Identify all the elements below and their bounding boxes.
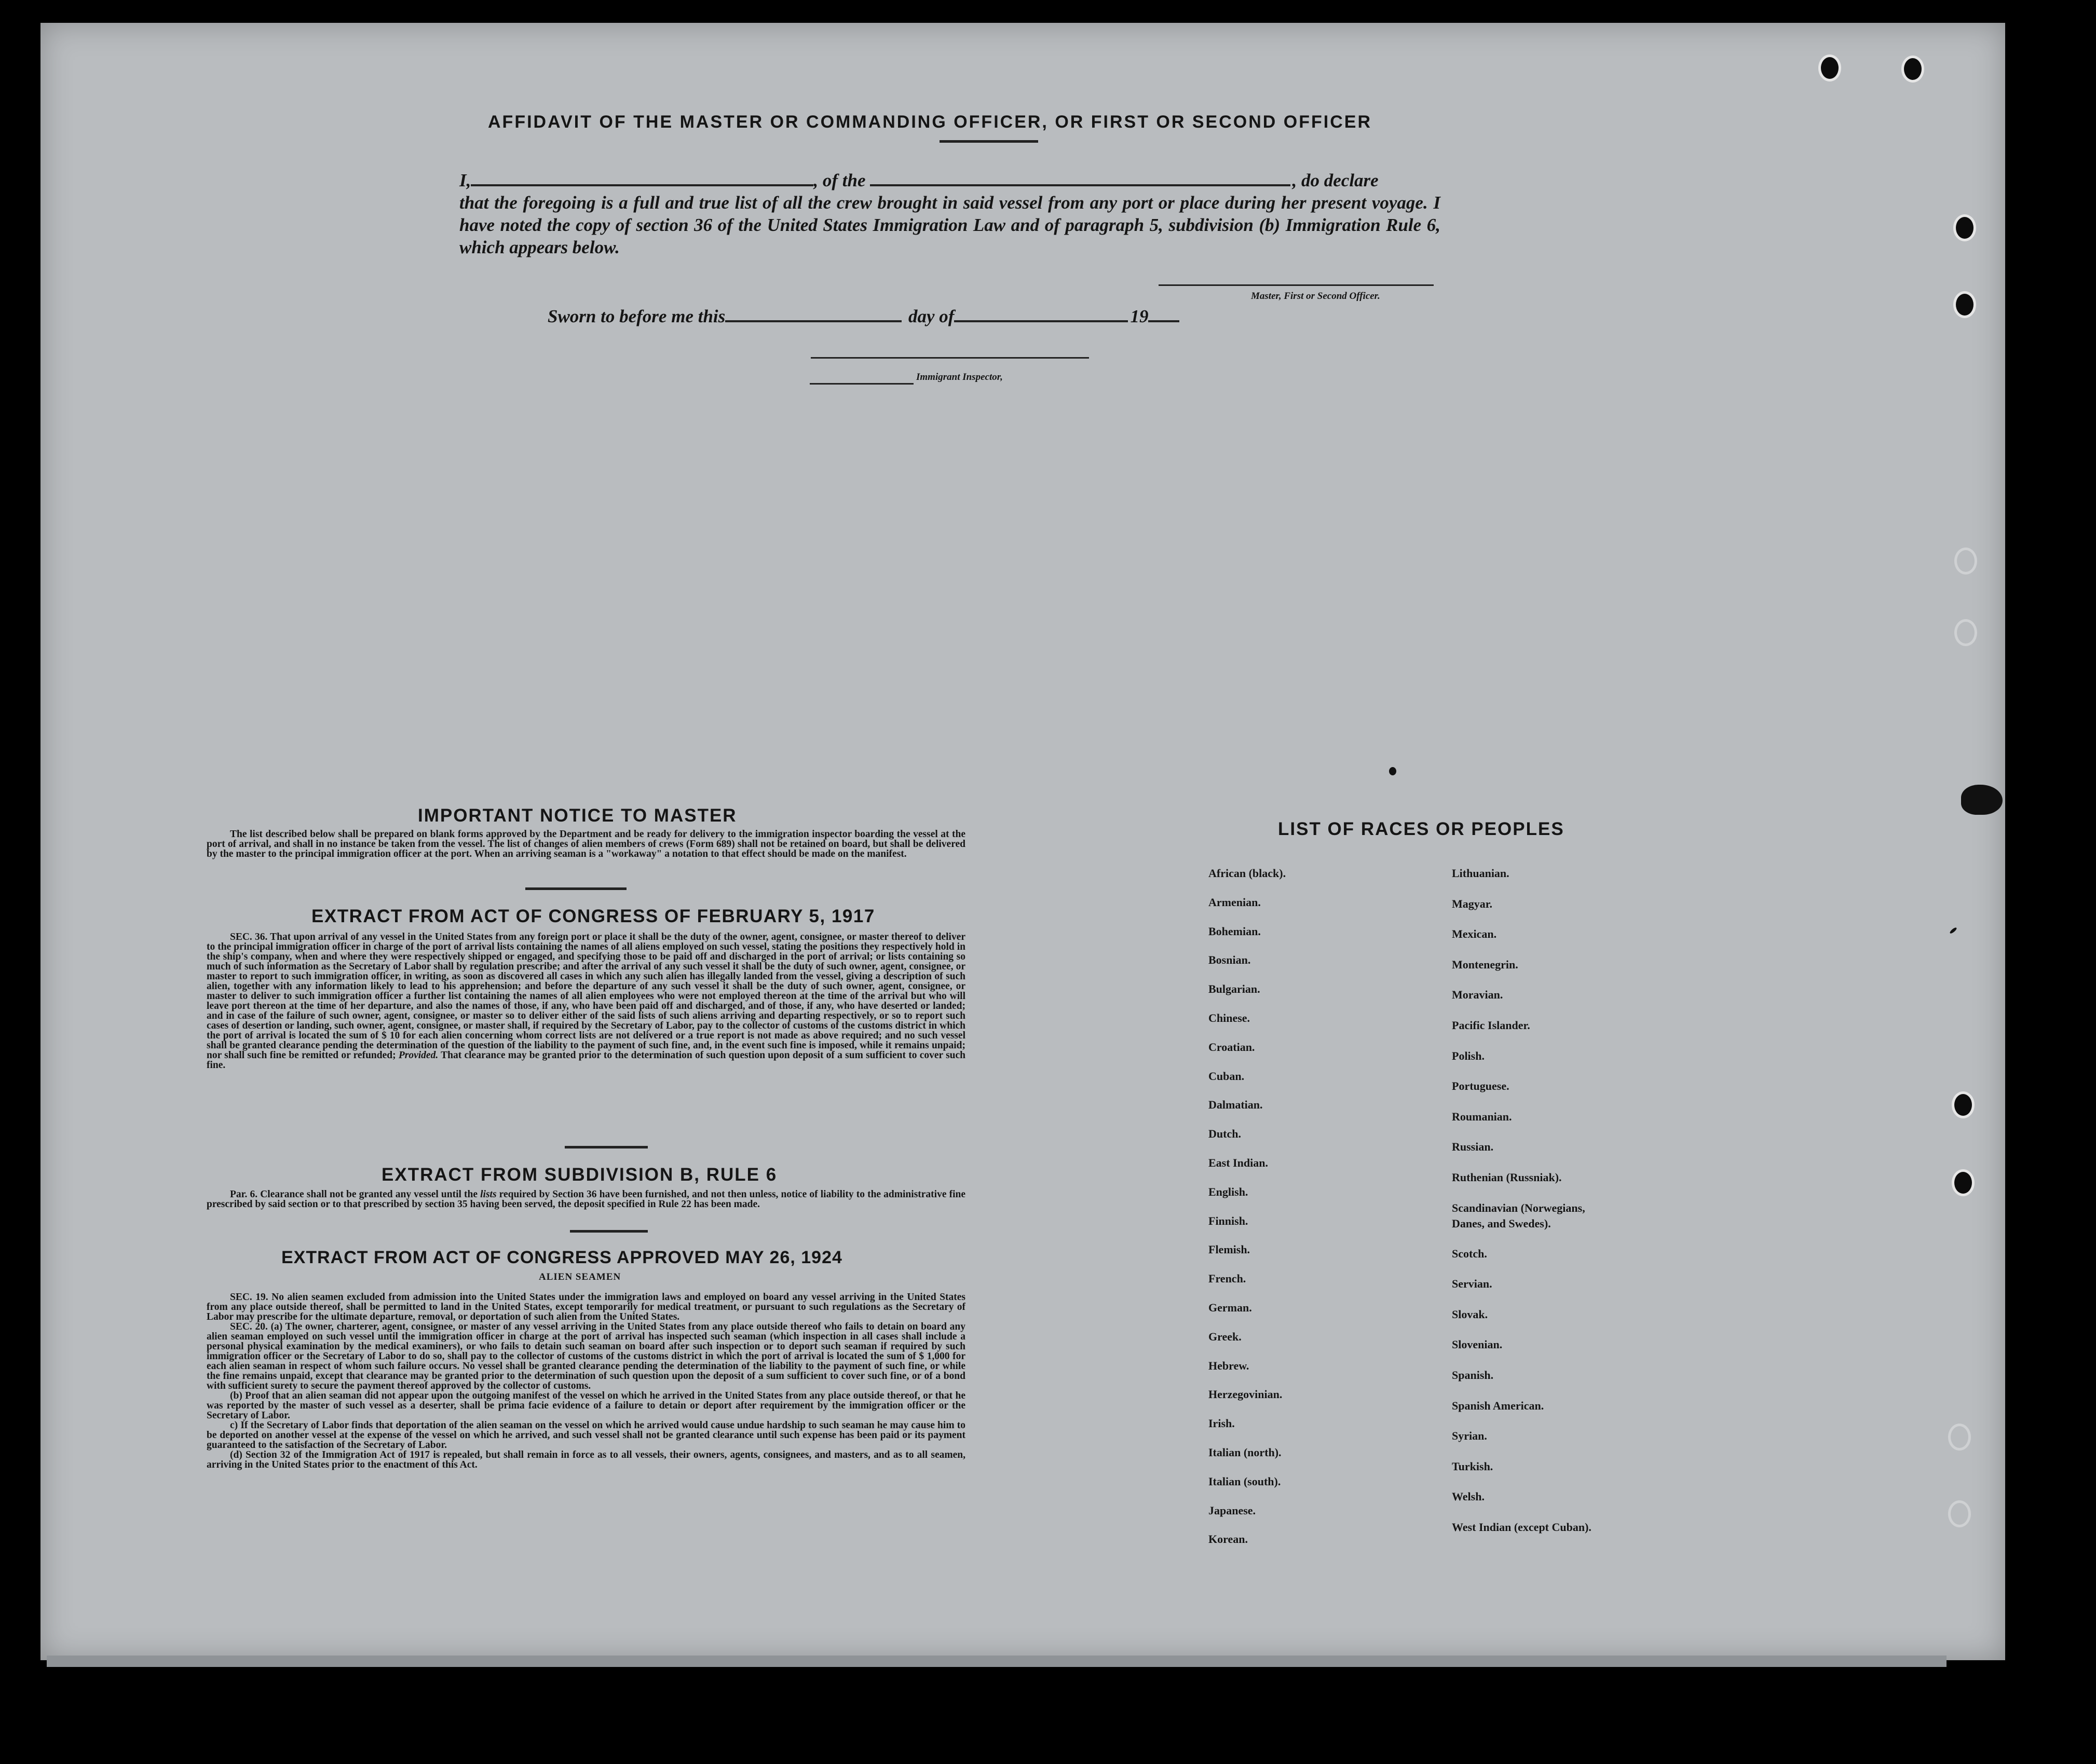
race-item: German. bbox=[1208, 1301, 1252, 1314]
race-item: Danes, and Swedes). bbox=[1452, 1216, 1551, 1230]
sworn-year-field[interactable] bbox=[1148, 320, 1179, 322]
race-item: Chinese. bbox=[1208, 1011, 1250, 1024]
binder-hole bbox=[1951, 1503, 1968, 1525]
race-item: Moravian. bbox=[1452, 988, 1503, 1002]
race-item: Greek. bbox=[1208, 1330, 1242, 1343]
race-item: Ruthenian (Russniak). bbox=[1452, 1171, 1562, 1184]
vessel-name-field[interactable] bbox=[870, 184, 1290, 186]
section-36-text: SEC. 36. That upon arrival of any vessel in the United States from any foreign port or place it shall be the duty of the owner, agent, consignee, or master thereof to deliver to the principal immigration officer in charge of the port of arrival lists containing the names of all aliens employed on such vessel, stating the positions they respectively hold in the ship's company, when and where they were respectively shipped or engaged, and specifying those to be paid off and discharged in the port of arrival; or lists containing so much of such information as the Secretary of Labor shall by regulation prescribe; and after the arrival of any such vessel it shall be the duty of such owner, agent, consignee, or master to report to such immigration officer, in writing, as soon as discovered all cases in which any such alien has illegally landed from the vessel, giving a description of such alien, together with any information likely to lead to his apprehension; and before the departure of any such vessel it shall be the duty of such owner, agent, consignee, or master to deliver to such immigration officer a further list containing the names of all alien employees who were not employed thereon at the time of the arrival but who will leave port thereon at the time of her departure, and also the names of those, if any, who have been paid off and discharged, and of those, if any, who have deserted or landed; and in case of the failure of such owner, agent, consignee, or master so to deliver either of the said lists of such aliens arriving and departing respectively, or so to report such cases of desertion or landing, such owner, agent, consignee, or master shall, if required by the Secretary of Labor, pay to the collector of customs of the customs district in which the port of arrival is located the sum of $ 10 for each alien concerning whom correct lists are not delivered or a true report is not made as above required; and no such vessel shall be granted clearance pending the determination of the question of the liability to the payment of such fine, and, in the event such fine is imposed, while it remains unpaid; nor shall such fine be remitted or refunded; bbox=[207, 932, 965, 1061]
affidavit-body: that the foregoing is a full and true list of all the crew brought in said vessel from any port or place during her present voyage. I have noted the copy of section 36 of the United States Immigration Law and of paragraph 5, subdivision (b) Immigration Rule 6, which appears below. bbox=[459, 193, 1440, 257]
race-item: West Indian (except Cuban). bbox=[1452, 1521, 1591, 1534]
sec-20a-paragraph: SEC. 20. (a) The owner, charterer, agent, consignee, or master of any vessel arriving in the United States from any place outside thereof who fails to detain on board any alien seaman employed on such vessel until the immigration officer in charge at the port of arrival has inspected such seaman (which inspection in all cases shall include a personal physical examination by the medical examiners), or who fails to detain such seaman on board after such inspection or to deport such seaman if required by such immigration officer or the Secretary of Labor to do so, shall pay to the collector of customs of the customs district in which the port of arrival is located the sum of $ 1,000 for each alien seaman in respect of whom such failure occurs. No vessel shall be granted clearance pending the determination of the liability to the payment of such fine, or while the fine remains unpaid, except that clearance may be granted prior to the determination of such question upon the deposit of a sum sufficient to cover such fine, or of a bond with sufficient surety to secure the payment thereof approved by the collector of customs. bbox=[207, 1321, 965, 1391]
race-item: Mexican. bbox=[1452, 927, 1497, 941]
affidavit-pronoun: I, bbox=[459, 170, 471, 190]
divider bbox=[565, 1146, 648, 1148]
binder-hole bbox=[1956, 294, 1973, 316]
race-item: Irish. bbox=[1208, 1417, 1235, 1430]
race-item: Scandinavian (Norwegians, bbox=[1452, 1201, 1585, 1214]
race-item: Croatian. bbox=[1208, 1040, 1255, 1054]
binder-hole bbox=[1954, 1172, 1972, 1194]
extract-1917-title: EXTRACT FROM ACT OF CONGRESS OF FEBRUARY 5, 1917 bbox=[311, 906, 875, 926]
sec-20d-paragraph: (d) Section 32 of the Immigration Act of 1917 is repealed, but shall remain in force as to all vessels, their owners, agents, consignees, and masters, and as to all seamen, arriving in the United States prior to the enactment of this Act. bbox=[207, 1450, 965, 1470]
race-item: Portuguese. bbox=[1452, 1079, 1509, 1093]
sworn-month-field[interactable] bbox=[954, 320, 1128, 322]
binder-hole bbox=[1904, 58, 1922, 80]
inspector-caption: Immigrant Inspector, bbox=[916, 372, 1003, 382]
race-item: Herzegovinian. bbox=[1208, 1388, 1283, 1401]
race-item: Dutch. bbox=[1208, 1127, 1241, 1141]
sworn-line bbox=[548, 306, 1179, 327]
race-item: Magyar. bbox=[1452, 897, 1493, 910]
binder-hole bbox=[1956, 217, 1973, 239]
race-item: Cuban. bbox=[1208, 1069, 1245, 1083]
race-item: Korean. bbox=[1208, 1533, 1248, 1546]
races-title: LIST OF RACES OR PEOPLES bbox=[1278, 819, 1564, 839]
subdivision-b-title: EXTRACT FROM SUBDIVISION B, RULE 6 bbox=[382, 1165, 778, 1185]
binder-hole bbox=[1954, 1094, 1972, 1116]
race-item: Italian (north). bbox=[1208, 1446, 1282, 1459]
sec-19-paragraph: SEC. 19. No alien seamen excluded from admission into the United States under the immigration laws and employed on board any vessel arriving in the United States from any place outside thereof, shall be permitted to land in the United States, except temporarily for medical treatment, or pursuant to such regulations as the Secretary of Labor may prescribe for the ultimate departure, removal, or deportation of such alien from the United States. bbox=[207, 1292, 965, 1322]
inspector-signature-line[interactable] bbox=[811, 357, 1089, 359]
race-item: Montenegrin. bbox=[1452, 958, 1518, 971]
race-item: French. bbox=[1208, 1272, 1246, 1286]
subdivision-b-text bbox=[207, 1189, 965, 1209]
affidavit-of-the: , of the bbox=[813, 170, 866, 190]
race-item: Servian. bbox=[1452, 1277, 1492, 1291]
divider bbox=[940, 140, 1038, 143]
binder-hole bbox=[1957, 550, 1975, 572]
par-6-text-end: required by Section 36 have been furnished, and not then unless, notice of liability to the administrative fine prescribed by said section or to that prescribed by section 35 having been served, the deposit specified in Rule 22 has been made. bbox=[207, 1189, 966, 1210]
race-item: Polish. bbox=[1452, 1049, 1485, 1062]
alien-seamen-subtitle: ALIEN SEAMEN bbox=[539, 1271, 621, 1282]
affidavit-declaration bbox=[459, 169, 1440, 258]
master-caption: Master, First or Second Officer. bbox=[1251, 291, 1380, 302]
race-item: Lithuanian. bbox=[1452, 867, 1509, 880]
binder-hole bbox=[1821, 57, 1839, 79]
sec-20c-paragraph: c) If the Secretary of Labor finds that deportation of the alien seaman on the vessel on which he arrived would cause undue hardship to such seaman he may cause him to be deported on another vessel at the expense of the vessel on which he arrived, and such vessel shall not be granted clearance until such expense has been paid or its payment guaranteed to the satisfaction of the Secretary of Labor. bbox=[207, 1420, 965, 1451]
notice-text bbox=[207, 829, 965, 859]
race-item: Russian. bbox=[1452, 1140, 1494, 1154]
page-edge bbox=[47, 1656, 1947, 1667]
race-item: Pacific Islander. bbox=[1452, 1019, 1530, 1032]
divider bbox=[525, 887, 627, 890]
race-item: Spanish American. bbox=[1452, 1399, 1544, 1412]
race-item: Dalmatian. bbox=[1208, 1098, 1263, 1112]
section-36-proviso: That clearance may be granted prior to the determination of such question upon deposit of a sum sufficient to cover such fine. bbox=[207, 1050, 966, 1071]
day-of-label: day of bbox=[908, 306, 955, 326]
sworn-day-field[interactable] bbox=[725, 320, 902, 322]
sec-20b-paragraph: (b) Proof that an alien seaman did not appear upon the outgoing manifest of the vessel on which he arrived in the United States from any place outside thereof, or that he was reported by the master of such vessel as a deserter, shall be prima facie evidence of a failure to detain or deport after requirement by the immigration officer or the Secretary of Labor. bbox=[207, 1390, 965, 1421]
binder-hole bbox=[1957, 622, 1975, 644]
race-item: Italian (south). bbox=[1208, 1474, 1281, 1488]
races-right-column bbox=[1452, 867, 1789, 1552]
par-6-text-start: Par. 6. Clearance shall not be granted any vessel until the bbox=[230, 1189, 478, 1200]
ink-blot bbox=[1961, 785, 2003, 815]
race-item: Japanese. bbox=[1208, 1503, 1256, 1517]
race-item: Scotch. bbox=[1452, 1247, 1487, 1260]
affidavit-title: AFFIDAVIT OF THE MASTER OR COMMANDING OFFICER, OR FIRST OR SECOND OFFICER bbox=[488, 112, 1372, 132]
inspector-name-line[interactable] bbox=[810, 383, 914, 385]
declarant-name-field[interactable] bbox=[471, 184, 813, 186]
race-item: Slovak. bbox=[1452, 1307, 1488, 1321]
affidavit-do-declare: , do declare bbox=[1292, 170, 1379, 190]
binder-hole bbox=[1951, 1426, 1968, 1448]
race-item: East Indian. bbox=[1208, 1156, 1268, 1169]
sworn-label: Sworn to before me this bbox=[548, 306, 726, 326]
race-item: Hebrew. bbox=[1208, 1359, 1249, 1372]
race-item: Slovenian. bbox=[1452, 1338, 1503, 1351]
race-item: Syrian. bbox=[1452, 1429, 1487, 1443]
extract-1924-text bbox=[207, 1292, 965, 1470]
divider bbox=[570, 1230, 648, 1233]
master-signature-line[interactable] bbox=[1159, 284, 1434, 286]
year-prefix: 19 bbox=[1130, 306, 1149, 326]
race-item: Bosnian. bbox=[1208, 953, 1251, 967]
lists-word: lists bbox=[480, 1189, 497, 1200]
par-6-paragraph bbox=[207, 1189, 965, 1209]
provided-word: Provided. bbox=[398, 1050, 439, 1061]
race-item: Bohemian. bbox=[1208, 924, 1261, 938]
ink-speck bbox=[1389, 767, 1396, 775]
race-item: English. bbox=[1208, 1185, 1248, 1198]
race-item: Welsh. bbox=[1452, 1490, 1485, 1503]
extract-1924-title: EXTRACT FROM ACT OF CONGRESS APPROVED MAY 26, 1924 bbox=[281, 1248, 842, 1267]
race-item: Roumanian. bbox=[1452, 1110, 1512, 1123]
notice-paragraph: The list described below shall be prepared on blank forms approved by the Department and be ready for delivery to the immigration inspector boarding the vessel at the port of arrival, and shall in no instance be taken from the vessel. The list of changes of alien members of crews (Form 689) shall not be retained on board, but shall be delivered by the master to the principal immigration officer at the port. When an arriving seaman is a "workaway" a notation to that effect should be made on the manifest. bbox=[207, 829, 965, 859]
race-item: Bulgarian. bbox=[1208, 982, 1260, 996]
section-36-paragraph bbox=[207, 932, 965, 1070]
race-item: African (black). bbox=[1208, 867, 1286, 880]
race-item: Finnish. bbox=[1208, 1214, 1248, 1227]
race-item: Spanish. bbox=[1452, 1369, 1494, 1382]
race-item: Turkish. bbox=[1452, 1459, 1493, 1473]
notice-title: IMPORTANT NOTICE TO MASTER bbox=[418, 805, 737, 826]
extract-1917-text bbox=[207, 932, 965, 1070]
race-item: Flemish. bbox=[1208, 1243, 1250, 1256]
race-item: Armenian. bbox=[1208, 895, 1261, 909]
